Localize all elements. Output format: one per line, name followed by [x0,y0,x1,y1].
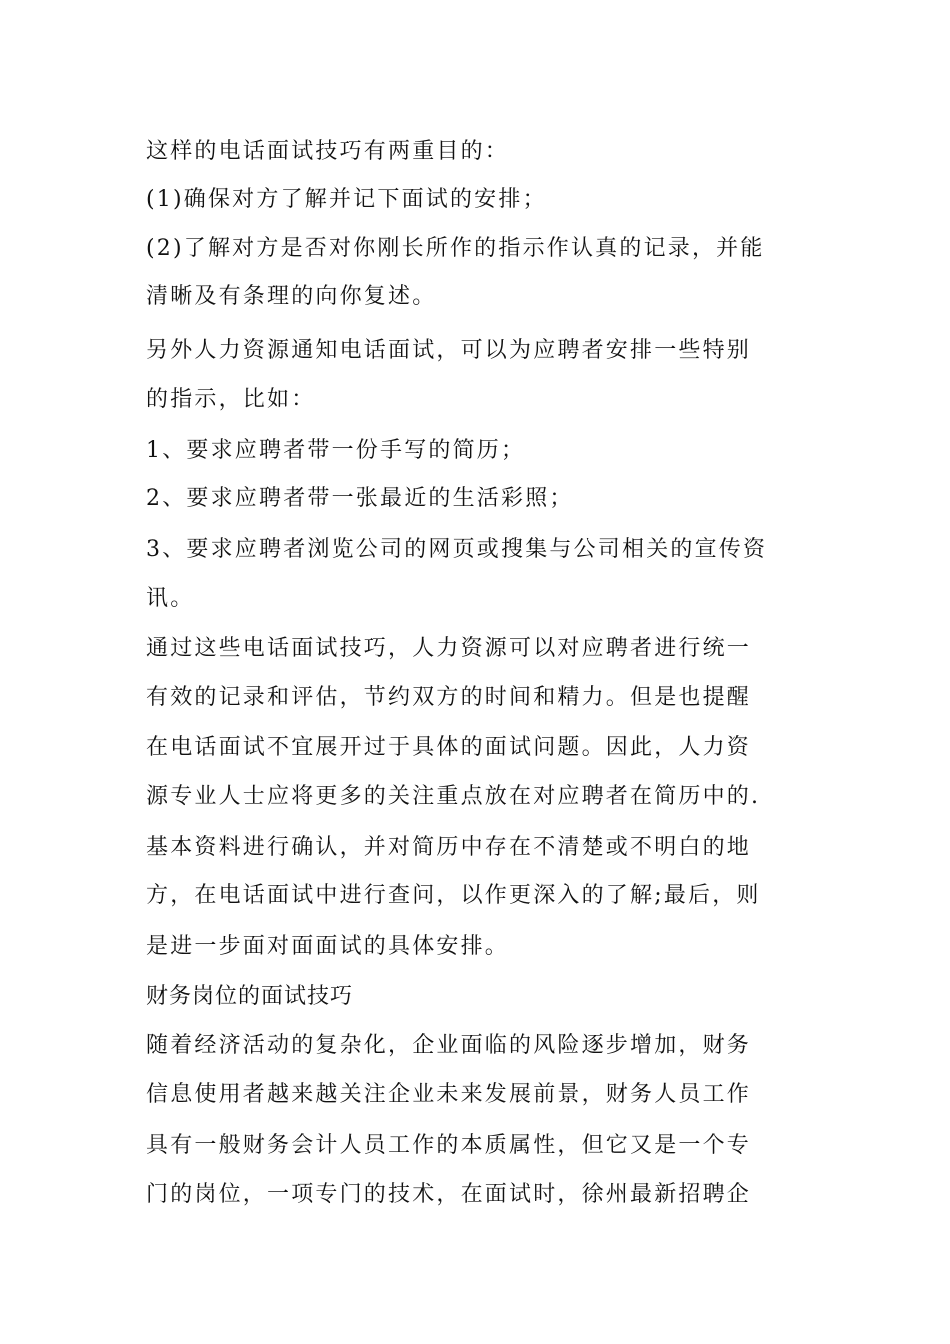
paragraph-line: 清晰及有条理的向你复述。 [146,284,437,309]
paragraph-line: 有效的记录和评估，节约双方的时间和精力。但是也提醒 [146,685,752,710]
list-item: 讯。 [146,586,195,611]
paragraph-line: 随着经济活动的复杂化，企业面临的风险逐步增加，财务 [146,1033,752,1058]
paragraph-line: 具有一般财务会计人员工作的本质属性，但它又是一个专 [146,1133,752,1158]
list-item: 1、要求应聘者带一份手写的简历； [146,438,526,463]
paragraph-line: 门的岗位，一项专门的技术，在面试时，徐州最新招聘企 [146,1182,752,1207]
paragraph-line: 通过这些电话面试技巧，人力资源可以对应聘者进行统一 [146,636,752,661]
paragraph-line: (2)了解对方是否对你刚长所作的指示作认真的记录，并能 [146,236,765,261]
paragraph-line: 源专业人士应将更多的关注重点放在对应聘者在简历中的. [146,784,761,809]
paragraph-line: 信息使用者越来越关注企业未来发展前景，财务人员工作 [146,1082,752,1107]
section-heading: 财务岗位的面试技巧 [146,984,354,1009]
paragraph-line: 基本资料进行确认，并对简历中存在不清楚或不明白的地 [146,835,752,860]
paragraph-line: 这样的电话面试技巧有两重目的： [146,139,510,164]
paragraph-line: 是进一步面对面面试的具体安排。 [146,934,510,959]
paragraph-line: 在电话面试不宜展开过于具体的面试问题。因此，人力资 [146,735,752,760]
paragraph-line: (1)确保对方了解并记下面试的安排； [146,187,547,212]
paragraph-line: 方，在电话面试中进行查问，以作更深入的了解;最后，则 [146,883,761,908]
paragraph-line: 另外人力资源通知电话面试，可以为应聘者安排一些特别 [146,338,752,363]
list-item: 3、要求应聘者浏览公司的网页或搜集与公司相关的宣传资 [146,537,768,562]
paragraph-line: 的指示，比如： [146,387,316,412]
list-item: 2、要求应聘者带一张最近的生活彩照； [146,486,574,511]
